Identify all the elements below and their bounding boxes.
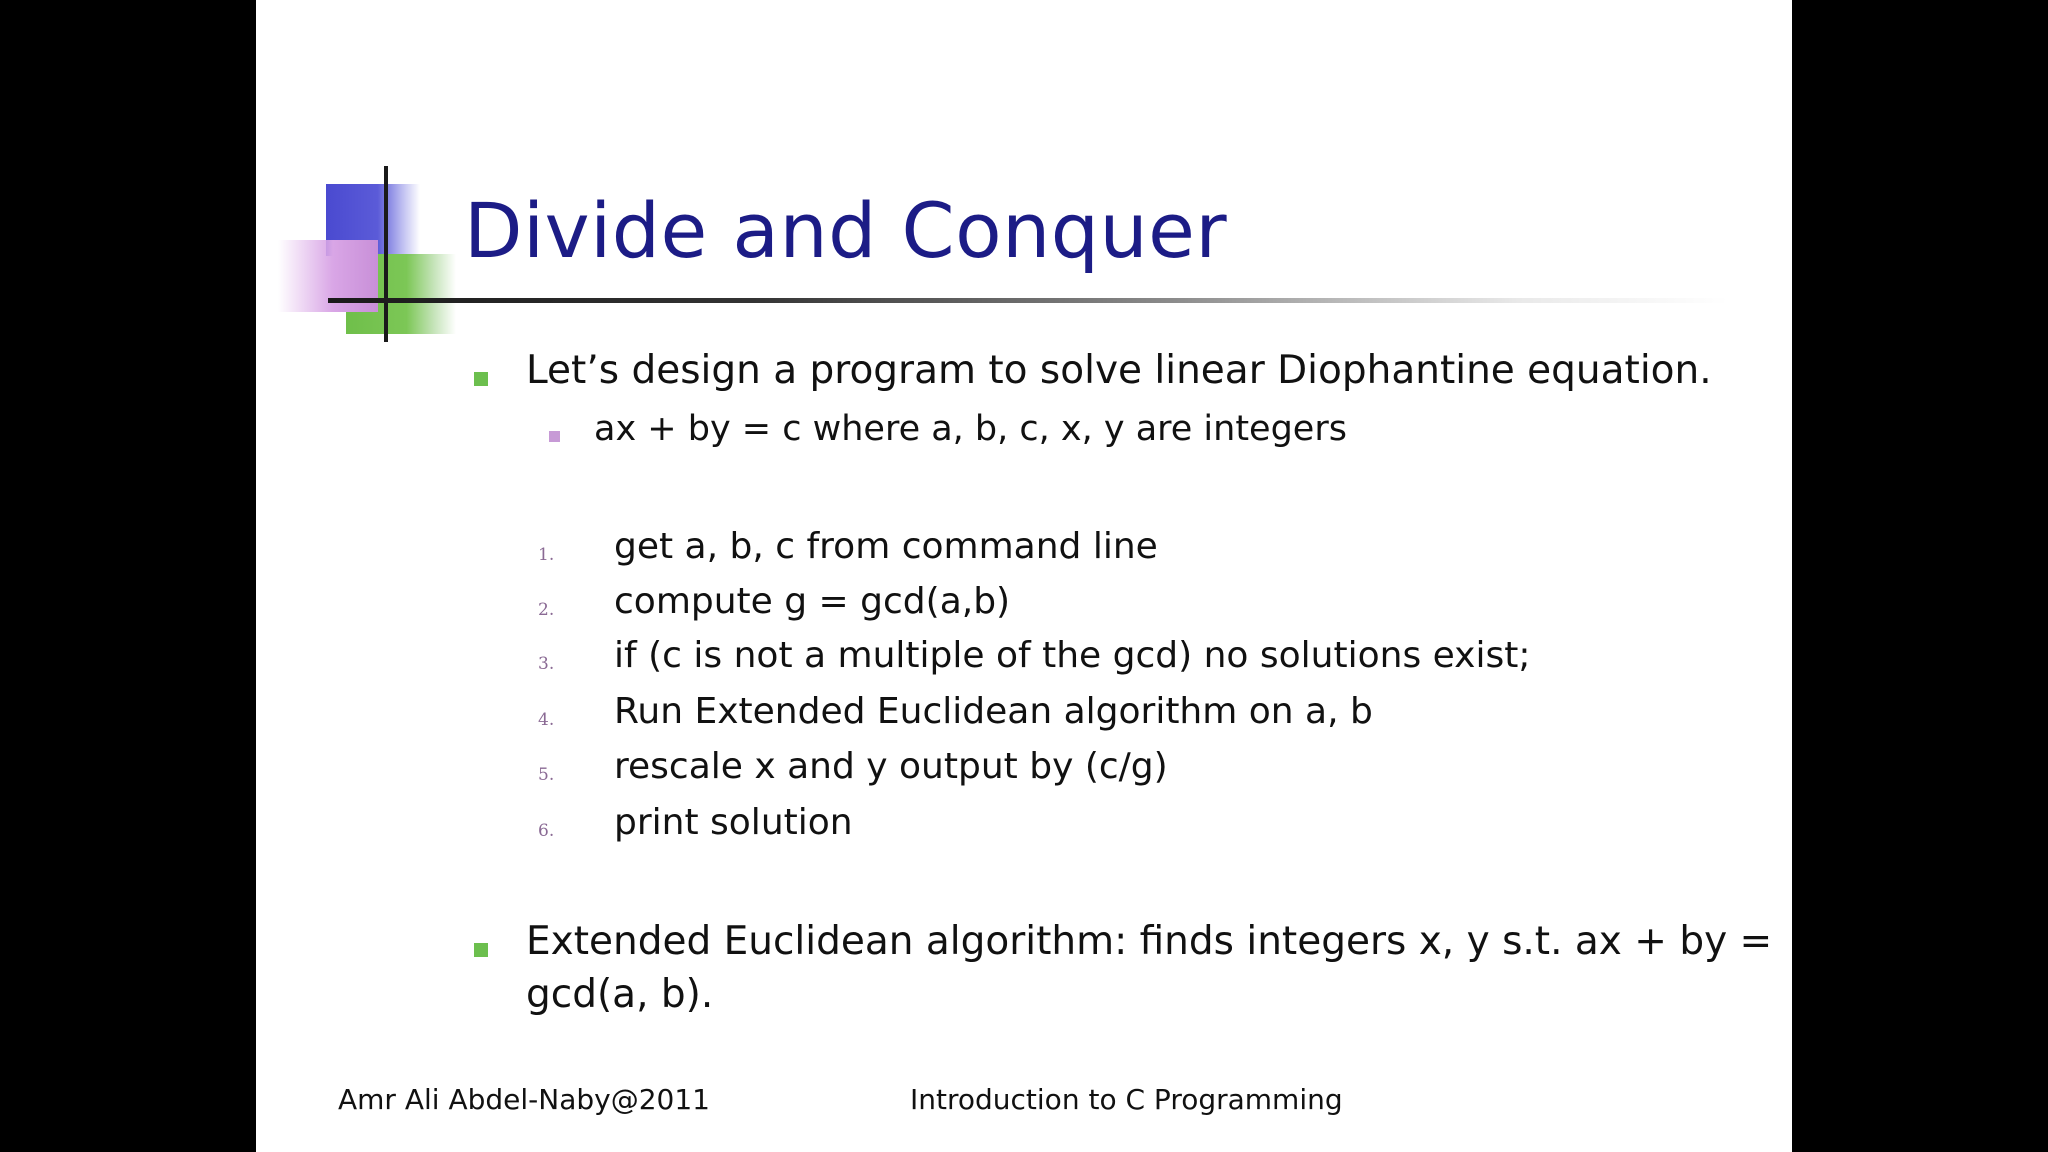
list-item-text: print solution	[614, 802, 853, 843]
pink-bullet-icon	[549, 431, 560, 442]
list-number: 4.	[538, 710, 555, 730]
bullet-text-2-line2: gcd(a, b).	[526, 972, 714, 1017]
bullet-text-2-line1: Extended Euclidean algorithm: finds integers x, y s.t. ax + by =	[526, 919, 1773, 964]
list-number: 6.	[538, 821, 555, 841]
list-number: 3.	[538, 654, 555, 674]
footer-author: Amr Ali Abdel-Naby@2011	[338, 1083, 710, 1116]
list-number: 1.	[538, 545, 555, 565]
list-number: 5.	[538, 765, 555, 785]
decorative-vertical-line	[384, 166, 388, 342]
slide	[256, 0, 1792, 1152]
letterbox-left	[0, 0, 256, 1152]
list-item-text: compute g = gcd(a,b)	[614, 581, 1011, 622]
slide-title: Divide and Conquer	[464, 186, 1228, 275]
footer-course-title: Introduction to C Programming	[910, 1083, 1343, 1116]
list-item-text: get a, b, c from command line	[614, 526, 1158, 567]
list-number: 2.	[538, 600, 555, 620]
bullet-text-1: Let’s design a program to solve linear Diophantine equation.	[526, 348, 1712, 393]
green-bullet-icon	[474, 372, 488, 386]
title-underline	[328, 298, 1728, 303]
letterbox-right	[1792, 0, 2048, 1152]
list-item-text: Run Extended Euclidean algorithm on a, b	[614, 691, 1373, 732]
sub-bullet-text-1: ax + by = c where a, b, c, x, y are integers	[594, 409, 1347, 449]
list-item-text: rescale x and y output by (c/g)	[614, 746, 1168, 787]
green-bullet-icon	[474, 943, 488, 957]
list-item-text: if (c is not a multiple of the gcd) no solutions exist;	[614, 635, 1531, 676]
